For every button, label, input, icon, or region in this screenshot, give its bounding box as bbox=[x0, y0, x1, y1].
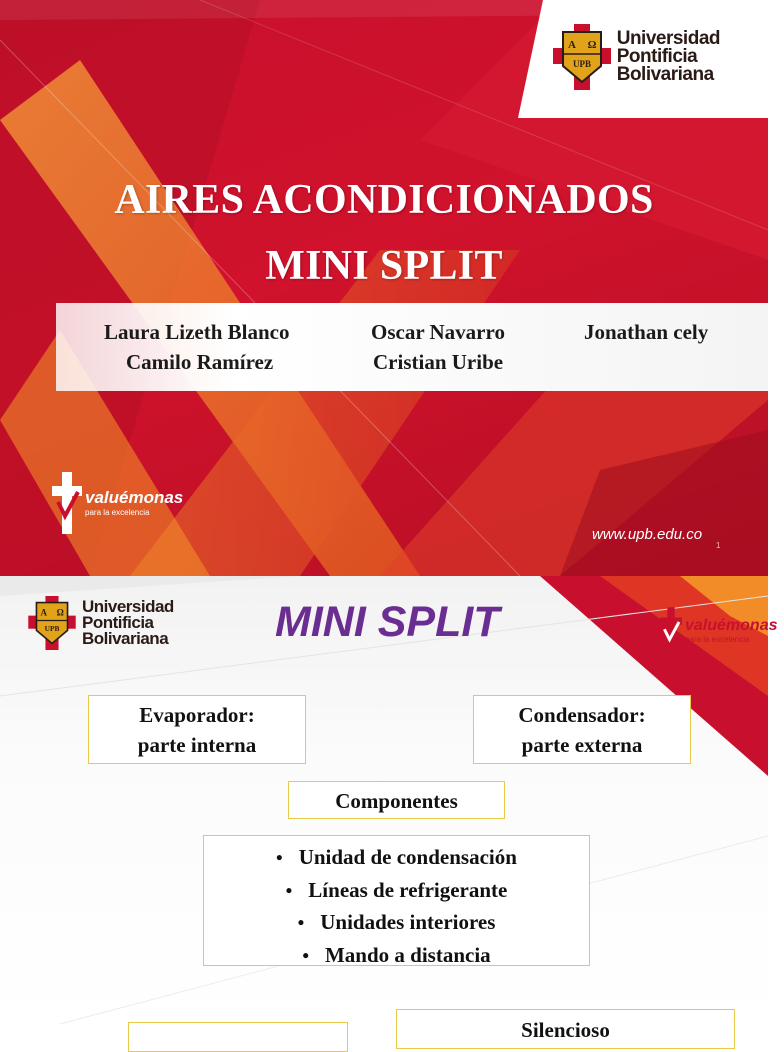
shield-alpha: A bbox=[567, 39, 576, 51]
partial-box-left bbox=[128, 1022, 348, 1052]
valuemonas-cross-icon bbox=[52, 472, 82, 534]
componentes-list bbox=[204, 842, 589, 972]
slide-2 bbox=[0, 576, 778, 1042]
author-laura: Laura Lizeth Blanco bbox=[104, 320, 290, 344]
slide-2-title: MINI SPLIT bbox=[275, 598, 500, 646]
componentes-label: Componentes bbox=[335, 789, 458, 813]
shield-omega: Ω bbox=[587, 39, 597, 51]
upb-shield-icon bbox=[553, 24, 611, 90]
list-item: • Unidades interiores bbox=[204, 907, 589, 940]
condensador-label: Condensador: bbox=[518, 703, 646, 727]
upb-logo-small[interactable] bbox=[28, 596, 174, 650]
logo-line-2: Pontificia bbox=[616, 45, 698, 67]
upb-logo-text bbox=[82, 596, 174, 649]
upb-shield-icon bbox=[28, 596, 76, 650]
logo-line-2: Pontificia bbox=[82, 612, 154, 632]
silencioso-label: Silencioso bbox=[521, 1018, 610, 1042]
author-cristian: Cristian Uribe bbox=[373, 350, 504, 374]
componentes-box bbox=[288, 781, 505, 819]
evaporador-description: parte interna bbox=[137, 732, 257, 757]
slide-1-title-line-2: MINI SPLIT bbox=[265, 243, 503, 289]
names-band bbox=[56, 303, 768, 391]
list-item: • Unidad de condensación bbox=[204, 842, 589, 875]
logo-line-1: Universidad bbox=[616, 27, 720, 49]
logo-line-1: Universidad bbox=[82, 596, 174, 616]
shield-upb: UPB bbox=[44, 624, 60, 634]
evaporador-box bbox=[88, 695, 306, 764]
slide-1-title-line-1: AIRES ACONDICIONADOS bbox=[114, 177, 654, 223]
list-item: • Líneas de refrigerante bbox=[204, 875, 589, 908]
author-jonathan: Jonathan cely bbox=[584, 320, 709, 344]
shield-alpha: A bbox=[40, 607, 48, 618]
author-camilo: Camilo Ramírez bbox=[126, 350, 274, 374]
upb-logo-text bbox=[616, 27, 720, 86]
evaporador-label: Evaporador: bbox=[139, 703, 255, 727]
list-item: • Mando a distancia bbox=[204, 940, 589, 973]
valuemonas-word: valuémonas bbox=[685, 616, 778, 634]
condensador-box bbox=[473, 695, 691, 764]
valuemonas-logo-small bbox=[660, 604, 777, 656]
author-oscar: Oscar Navarro bbox=[371, 320, 505, 344]
slide-number: 1 bbox=[716, 541, 721, 550]
valuemonas-subtitle: para la excelencia bbox=[685, 634, 750, 644]
silencioso-box bbox=[396, 1009, 735, 1049]
shield-upb: UPB bbox=[572, 59, 591, 69]
website-link[interactable]: www.upb.edu.co bbox=[592, 526, 703, 543]
valuemonas-word: valuémonas bbox=[85, 488, 184, 507]
logo-line-3: Bolivariana bbox=[82, 629, 169, 649]
componentes-list-box bbox=[203, 835, 590, 966]
valuemonas-logo bbox=[52, 472, 183, 534]
valuemonas-cross-icon bbox=[660, 604, 682, 656]
valuemonas-subtitle: para la excelencia bbox=[85, 508, 150, 517]
condensador-description: parte externa bbox=[521, 732, 643, 757]
shield-omega: Ω bbox=[56, 607, 64, 618]
logo-line-3: Bolivariana bbox=[616, 64, 714, 86]
upb-logo[interactable] bbox=[553, 24, 720, 90]
